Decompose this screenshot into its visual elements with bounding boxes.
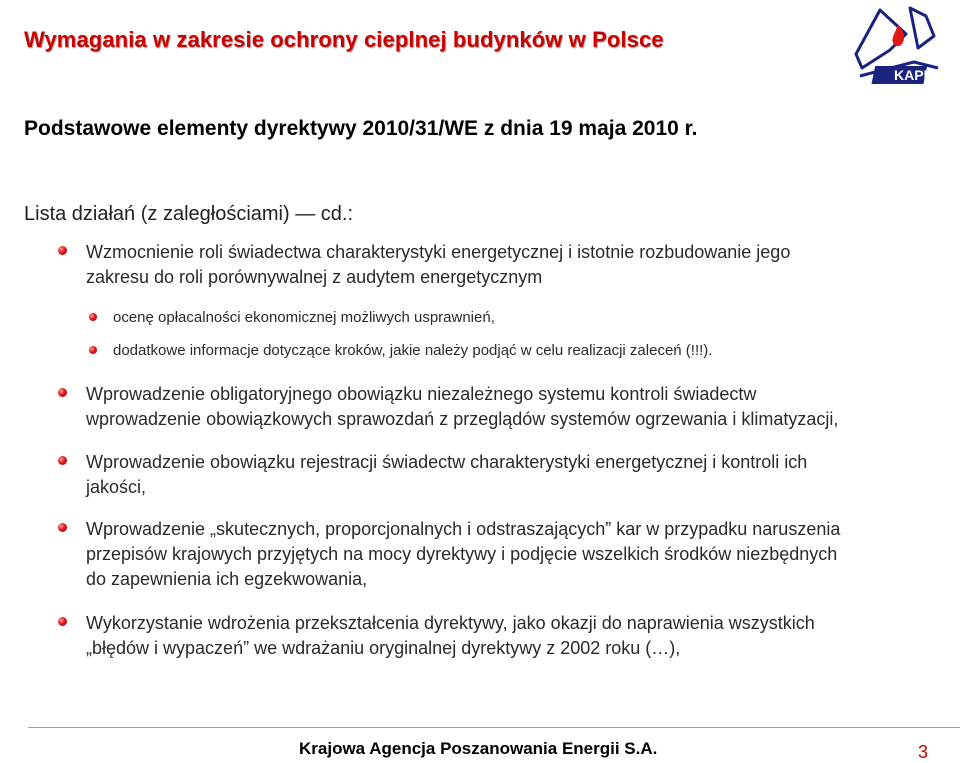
sub-list-item: dodatkowe informacje dotyczące kroków, jakie należy podjąć w celu realizacji zaleceń (!!!). [113, 342, 713, 359]
list-item: Wzmocnienie roli świadectwa charakterystyki energetycznej i istotnie rozbudowanie jego zakresu do roli porównywalnej z audytem energetycznym [86, 242, 791, 287]
kape-logo [852, 6, 942, 98]
flame-icon [893, 24, 905, 46]
list-item: Wprowadzenie „skutecznych, proporcjonalnych i odstraszających” kar w przypadku naruszenia przepisów krajowych przyjętych na mocy dyrektywy i podjęcie wszelkich środków niezbędnych do zapewnienia ich egzekwowania, [86, 519, 841, 589]
footer-organization: Krajowa Agencja Poszanowania Energii S.A. [299, 739, 658, 758]
bullet-icon [58, 388, 67, 397]
list-item: Wykorzystanie wdrożenia przekształcenia dyrektywy, jako okazji do naprawienia wszystkich „błędów i wypaczeń” we wdrażaniu oryginalnej dyrektywy z 2002 roku (…), [86, 613, 815, 658]
page-number: 3 [918, 742, 929, 762]
logo-text: KAPE [894, 67, 933, 83]
sub-list-item: ocenę opłacalności ekonomicznej możliwych usprawnień, [113, 309, 495, 326]
sub-bullet-icon [89, 346, 97, 354]
footer-divider [28, 727, 960, 728]
list-heading: Lista działań (z zaległościami) — cd.: [24, 203, 354, 225]
sub-bullet-icon [89, 313, 97, 321]
list-item: Wprowadzenie obligatoryjnego obowiązku niezależnego systemu kontroli świadectw wprowadzenie obowiązkowych sprawozdań z przeglądów systemów ogrzewania i klimatyzacji, [86, 384, 839, 429]
bullet-icon [58, 456, 67, 465]
slide-subtitle: Podstawowe elementy dyrektywy 2010/31/WE z dnia 19 maja 2010 r. [24, 117, 698, 140]
list-item: Wprowadzenie obowiązku rejestracji świadectw charakterystyki energetycznej i kontroli ich jakości, [86, 452, 808, 497]
bullet-icon [58, 617, 67, 626]
bullet-icon [58, 523, 67, 532]
slide-title: Wymagania w zakresie ochrony cieplnej budynków w Polsce [24, 27, 664, 52]
bullet-icon [58, 246, 67, 255]
